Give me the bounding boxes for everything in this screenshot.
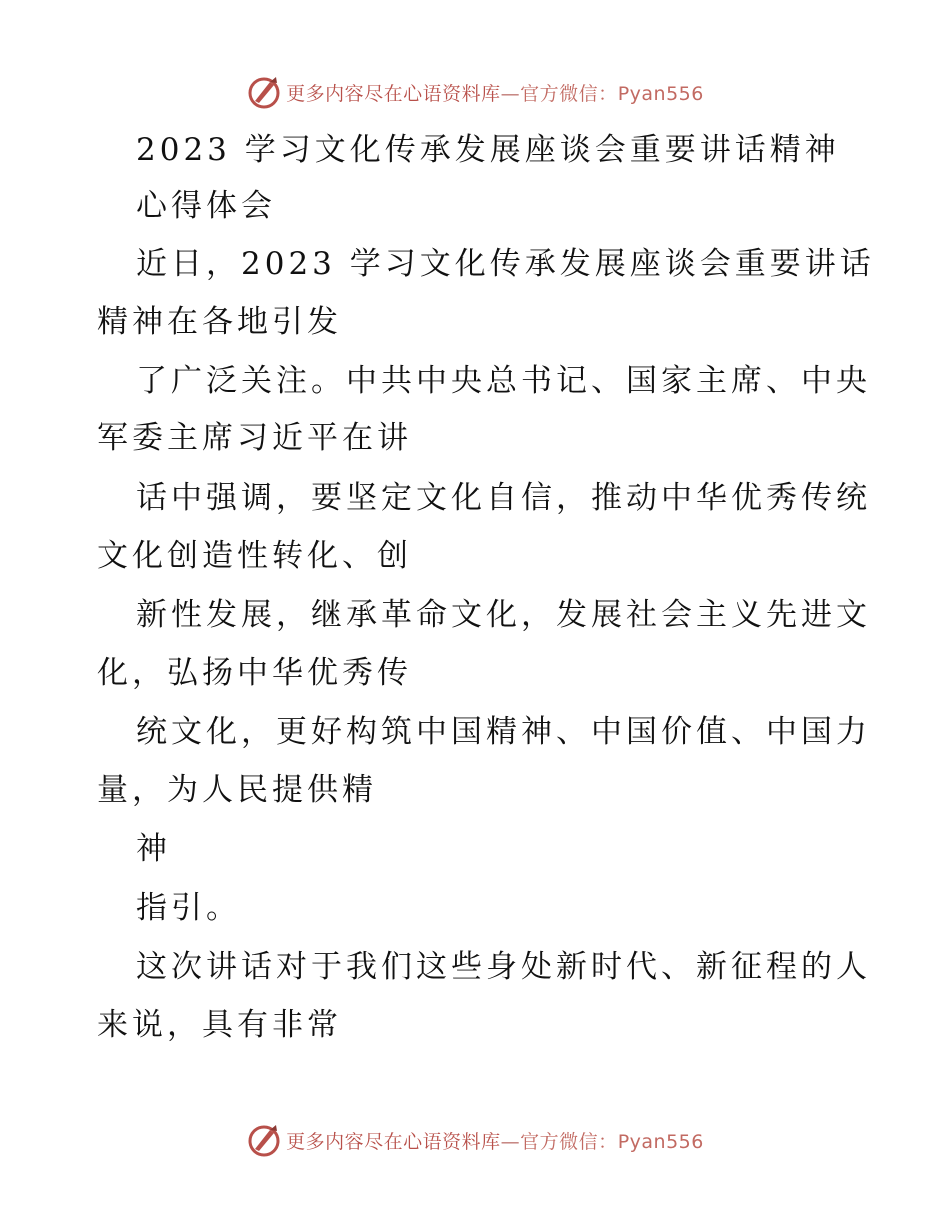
paragraph-line: 军委主席习近平在讲 <box>97 420 412 456</box>
footer-brand-text: 更多内容尽在心语资料库 <box>286 1130 501 1153</box>
quill-pen-logo-icon <box>246 1122 282 1158</box>
paragraph-line: 近日，2023 学习文化传承发展座谈会重要讲话 <box>136 246 875 282</box>
paragraph-line: 话中强调，要坚定文化自信，推动中华优秀传统 <box>136 480 871 516</box>
paragraph-line: 指引。 <box>136 890 241 926</box>
paragraph-line: 了广泛关注。中共中央总书记、国家主席、中央 <box>136 363 871 399</box>
paragraph-line: 神 <box>136 831 171 867</box>
header-brand-text: 更多内容尽在心语资料库 <box>286 82 501 105</box>
paragraph-line: 这次讲话对于我们这些身处新时代、新征程的人 <box>136 949 871 985</box>
header-wechat-id: Pyan556 <box>617 82 704 105</box>
header-separator: — <box>500 82 521 105</box>
document-title-line-1: 2023 学习文化传承发展座谈会重要讲话精神 <box>136 132 840 168</box>
document-title-line-2: 心得体会 <box>136 188 276 224</box>
paragraph-line: 来说，具有非常 <box>97 1007 342 1043</box>
quill-pen-logo-icon <box>246 74 282 110</box>
paragraph-line: 化，弘扬中华优秀传 <box>97 655 412 691</box>
paragraph-line: 量，为人民提供精 <box>97 772 377 808</box>
paragraph-line: 统文化，更好构筑中国精神、中国价值、中国力 <box>136 714 871 750</box>
paragraph-line: 新性发展，继承革命文化，发展社会主义先进文 <box>136 597 871 633</box>
header-wechat-label: 官方微信： <box>520 82 618 105</box>
footer-separator: — <box>500 1130 521 1153</box>
header-watermark <box>0 72 950 112</box>
footer-wechat-id: Pyan556 <box>617 1130 704 1153</box>
footer-wechat-label: 官方微信： <box>520 1130 618 1153</box>
paragraph-line: 精神在各地引发 <box>97 304 342 340</box>
footer-watermark <box>0 1120 950 1160</box>
paragraph-line: 文化创造性转化、创 <box>97 538 412 574</box>
